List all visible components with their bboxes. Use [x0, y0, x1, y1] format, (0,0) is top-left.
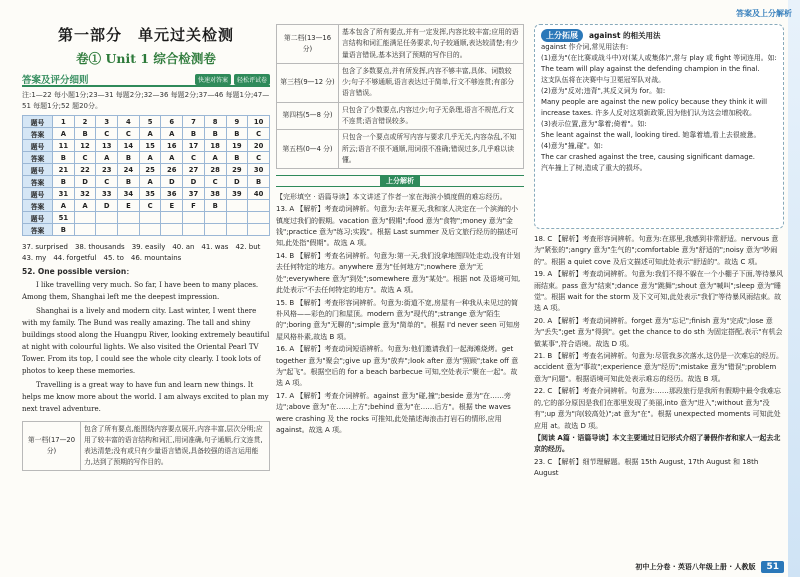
answer-grid-header: 答案: [23, 128, 53, 140]
answer-grid-cell: B: [53, 224, 75, 236]
answer-grid-header: 答案: [23, 176, 53, 188]
left-column: [22, 24, 270, 572]
answer-grid-cell: D: [183, 176, 205, 188]
extension-line: She leant against the wall, looking tired. 她靠着墙,看上去很疲惫。: [541, 131, 761, 139]
rubric-row: [277, 63, 524, 102]
extension-box: [534, 24, 784, 229]
chip-easy-grade: 轻松评试卷: [234, 74, 270, 85]
rubric-text: 包含了所有要点,能围绕内容要点展开,内容丰富,层次分明;应用了较丰富的语言结构和词汇,用词准确,句子通顺,行文连贯,表达清楚;没有或只有少量语言错误,具备较强的语言运用能力,达到了预期的写作目的。: [81, 422, 270, 471]
answer-item: 20. A 【解析】考查动词辨析。forget 意为"忘记";finish 意为"完成";lose 意为"丢失";get 意为"得到"。get the chance to do sth 为固定搭配,表示"有机会做某事",符合语境。故选 D 项。: [534, 316, 783, 348]
scoring-note: 注:1—22 每小题1分;23—31 每题2分;32—36 每题2分;37—46 每题1分;47—51 每题1分;52 题20分。: [22, 91, 270, 110]
answer-grid-cell: [161, 224, 183, 236]
reading-intro: 【阅读 A篇 · 语篇导读】本文主要通过日记形式介绍了暑假作者和家人一起去北京的经历。: [534, 433, 781, 454]
extension-line: The car crashed against the tree, causing significant damage.: [541, 153, 755, 161]
answer-grid-cell: F: [183, 200, 205, 212]
answer-grid-cell: [204, 224, 226, 236]
answer-section-header: [22, 73, 270, 87]
answer-grid-cell: [74, 212, 96, 224]
extension-line: (2)意为"反对;违背",其反义词为 for。如:: [541, 87, 666, 95]
answer-grid-cell: B: [74, 128, 96, 140]
answer-grid-header: 题号: [23, 188, 53, 200]
answer-grid-cell: 11: [53, 140, 75, 152]
answer-grid-cell: 4: [118, 116, 140, 128]
answer-grid-cell: 35: [139, 188, 161, 200]
rubric-row: [277, 102, 524, 130]
answer-grid-cell: A: [161, 152, 183, 164]
answer-grid-cell: [183, 224, 205, 236]
answer-grid-row: [23, 152, 270, 164]
answer-grid-header: 答案: [23, 224, 53, 236]
answer-item: 16. A 【解析】考查动词短语辨析。句意为:他们邀请我们一起海滩烧烤。get together 意为"聚会";give up 意为"放弃";look after 意为"照顾";take off 意为"起飞"。根据空后的 for a beach barbecue 可知,空处表示"聚在一起"。故选 A 项。: [276, 345, 519, 388]
answer-grid-cell: B: [226, 152, 248, 164]
answer-grid-row: [23, 176, 270, 188]
answer-grid-cell: 40: [248, 188, 270, 200]
answer-grid-cell: 20: [248, 140, 270, 152]
answer-item: 15. B 【解析】考查形容词辨析。句意为:街道不宽,房屋有一种我从未见过的简朴风格——彩色的门和屋顶。modern 意为"现代的";strange 意为"陌生的";boring 意为"无聊的";simple 意为"简单的"。根据 I'd never seen 可知房屋风格朴素,故选 B 项。: [276, 298, 520, 341]
answer-grid-cell: [96, 212, 118, 224]
answer-item: 22. C 【解析】考查介词辨析。句意为:……那段旅行是我所有假期中最令我难忘的,它的部分原因是我们在那里发现了美丽,into 意为"进入";without 意为"没有";up 意为"向(较高处)";at 意为"在"。根据 unexpected moments 可知此处应用 at。故选 D 项。: [534, 387, 781, 430]
answer-grid-cell: 22: [74, 164, 96, 176]
answer-grid-cell: 25: [139, 164, 161, 176]
answer-grid-cell: 7: [183, 116, 205, 128]
answer-grid-cell: 24: [118, 164, 140, 176]
answer-grid-cell: C: [183, 152, 205, 164]
rubric-text: 包含了多数要点,并有所发挥,内容不够丰富,具体、词数较少;句子不够通顺,语言表达过于简单,行文不够连贯;有部分语言错误。: [339, 63, 524, 102]
extension-badge: 上分拓展: [541, 29, 583, 42]
unit-title: 卷① Unit 1 综合检测卷: [76, 51, 216, 66]
answer-grid-cell: [183, 212, 205, 224]
answer-grid-cell: [96, 224, 118, 236]
right-column: [534, 24, 784, 572]
answer-grid-cell: 3: [96, 116, 118, 128]
answer-grid-cell: A: [139, 176, 161, 188]
answer-grid-cell: B: [118, 152, 140, 164]
answer-grid-cell: A: [204, 152, 226, 164]
rubric-row: [23, 422, 270, 471]
answer-grid-row: [23, 200, 270, 212]
rubric-table-first: [22, 421, 270, 471]
part-title: 第一部分 单元过关检测: [57, 26, 234, 44]
answer-grid-cell: C: [248, 152, 270, 164]
chip-quick-check: 快速对答案: [195, 74, 231, 85]
answer-grid-cell: 26: [161, 164, 183, 176]
answer-grid-header: 答案: [23, 152, 53, 164]
footer-info: 初中上分卷 · 英语八年级上册 · 人教版: [635, 563, 756, 571]
answer-grid-cell: C: [118, 128, 140, 140]
essay-paragraph: Shanghai is a lively and modern city. Last winter, I went there with my family. The Bund was really amazing. The tall and shiny buildings stood along the Huangpu River, looking extremely beautiful at night with colourful lights. We also visited the Oriental Pearl TV Tower. From its top, I could see the whole city clearly. I took lots of photos to keep these memories.: [22, 307, 270, 375]
answer-grid-cell: [248, 212, 270, 224]
rubric-row: [277, 25, 524, 64]
answer-grid-cell: B: [204, 128, 226, 140]
answer-grid-cell: 31: [53, 188, 75, 200]
answer-grid-cell: [139, 212, 161, 224]
answer-grid-row: [23, 224, 270, 236]
answer-grid-cell: 6: [161, 116, 183, 128]
cloze-intro: 【完形填空 · 语篇导读】本文讲述了作者一家在海滨小镇度假的难忘经历。: [276, 193, 507, 202]
essay-title: 52. One possible version：: [22, 267, 134, 276]
answer-grid-header: 答案: [23, 200, 53, 212]
answer-grid-cell: 37: [183, 188, 205, 200]
rubric-level: 第四档(5—8 分): [277, 102, 339, 130]
answer-grid-cell: 51: [53, 212, 75, 224]
rubric-text: 基本包含了所有要点,并有一定发挥,内容比较丰富;应用的语言结构和词汇能满足任务要求,句子较通顺,表达较清楚;有少量语言错误,基本达到了预期的写作目的。: [339, 25, 524, 64]
answer-grid-cell: 8: [204, 116, 226, 128]
rubric-level: 第五档(0—4 分): [277, 130, 339, 169]
answer-grid-cell: C: [248, 128, 270, 140]
answer-item: 23. C 【解析】细节理解题。根据 15th August, 17th August 和 18th August: [534, 457, 759, 478]
extension-line: 这支队伍将在决赛中与卫冕冠军队对战。: [541, 76, 666, 84]
answer-grid-cell: B: [53, 176, 75, 188]
answer-grid-cell: 9: [226, 116, 248, 128]
answer-grid-cell: 12: [74, 140, 96, 152]
page-number: 51: [761, 561, 784, 573]
answer-grid-cell: 17: [183, 140, 205, 152]
vocab-line: 43. my 44. forgetful 45. to 46. mountains: [22, 254, 182, 262]
answer-grid-cell: E: [161, 200, 183, 212]
extension-title: [541, 29, 777, 42]
answer-grid-cell: C: [204, 176, 226, 188]
answer-grid-cell: B: [204, 200, 226, 212]
answer-grid-cell: 15: [139, 140, 161, 152]
answer-grid-cell: [226, 212, 248, 224]
answer-grid-cell: 23: [96, 164, 118, 176]
extension-line: Many people are against the new policy because they think it will increase taxes. 许多人反对这项新政策,因为他们认为这会增加税收。: [541, 98, 767, 117]
answer-grid-cell: A: [96, 152, 118, 164]
answer-grid-cell: [161, 212, 183, 224]
answer-grid-cell: B: [53, 152, 75, 164]
answer-grid-cell: A: [139, 128, 161, 140]
answer-grid-cell: A: [74, 200, 96, 212]
vocab-answers: [22, 242, 270, 264]
answer-grid-cell: 5: [139, 116, 161, 128]
answer-grid-header: 题号: [23, 116, 53, 128]
answer-grid-cell: C: [96, 128, 118, 140]
answer-grid-cell: B: [248, 176, 270, 188]
answer-grid-cell: 39: [226, 188, 248, 200]
answer-item: 17. A 【解析】考查介词辨析。against 意为"碰,撞";beside 意为"在……旁边";above 意为"在……上方";behind 意为"在……后方"。根据 the waves were crashing 及 the rocks 可推知,此处描述海浪击打岩石的情形,应用 against。故选 A 项。: [276, 391, 511, 434]
answer-grid-cell: 21: [53, 164, 75, 176]
rubric-level: 第三档(9—12 分): [277, 63, 339, 102]
answer-grid-cell: 13: [96, 140, 118, 152]
extension-line: The team will play against the defending champion in the final.: [541, 65, 760, 73]
corner-tag: 答案及上分解析: [736, 9, 792, 18]
answer-grid-cell: [74, 224, 96, 236]
answer-grid-cell: A: [53, 200, 75, 212]
side-bar: [788, 0, 800, 577]
answer-grid-cell: 10: [248, 116, 270, 128]
answer-grid-cell: C: [96, 176, 118, 188]
answer-grid-row: [23, 128, 270, 140]
analysis-band-label: 上分解析: [380, 175, 420, 187]
extension-subtitle: against 的相关用法: [589, 31, 661, 40]
answer-grid-cell: 27: [183, 164, 205, 176]
answer-grid-cell: C: [139, 200, 161, 212]
answer-section-label: 答案及评分细则: [22, 75, 89, 86]
answer-grid-cell: D: [161, 176, 183, 188]
answer-grid-cell: [118, 212, 140, 224]
answer-grid-cell: 34: [118, 188, 140, 200]
answer-grid-cell: 1: [53, 116, 75, 128]
rubric-row: [277, 130, 524, 169]
answer-grid-row: [23, 212, 270, 224]
answer-grid-cell: A: [53, 128, 75, 140]
answer-grid-cell: B: [226, 128, 248, 140]
answer-grid-cell: 18: [204, 140, 226, 152]
rubric-level: 第二档(13—16 分): [277, 25, 339, 64]
answer-grid-cell: [118, 224, 140, 236]
answer-item: 13. A 【解析】考查动词辨析。句意为:去年夏天,我和家人决定在一个滨海的小镇度过我们的假期。vacation 意为"假期";food 意为"食物";money 意为"金钱";practice 意为"练习;实践"。根据 Last summer 及后文旅行经历的描述可知,此处指"假期"。故选 A 项。: [276, 205, 519, 248]
answer-grid-cell: [204, 212, 226, 224]
extension-line: (4)意为"撞,碰"。如:: [541, 142, 603, 150]
answer-grid-cell: 36: [161, 188, 183, 200]
extension-line: (1)意为"(在比赛或战斗中)对(某人或集体)",常与 play 或 fight 等词连用。如:: [541, 54, 777, 62]
essay-body: [22, 279, 270, 415]
answer-grid-header: 题号: [23, 164, 53, 176]
answer-grid-cell: 30: [248, 164, 270, 176]
answer-grid-cell: D: [96, 200, 118, 212]
answer-chips: [195, 74, 270, 85]
rubric-level: 第一档(17—20 分): [23, 422, 81, 471]
answer-grid-cell: 38: [204, 188, 226, 200]
answer-grid-cell: 29: [226, 164, 248, 176]
answer-grid-cell: 32: [74, 188, 96, 200]
answer-grid-row: [23, 164, 270, 176]
answer-grid-cell: D: [226, 176, 248, 188]
answer-item: 19. A 【解析】考查动词辨析。句意为:我们不得不躲在一个小棚子下面,等待暴风雨结束。pass 意为"结束";dance 意为"跳舞";shout 意为"喊叫";sleep 意为"睡觉"。根据 wait for the storm 及下文可知,此处表示"我们"等待暴风雨结束。故选 A 项。: [534, 270, 783, 313]
rubric-table: [276, 24, 524, 169]
middle-column: [276, 24, 524, 572]
answer-grid-cell: B: [183, 128, 205, 140]
answer-grid-cell: B: [118, 176, 140, 188]
answer-grid-cell: 19: [226, 140, 248, 152]
answer-grid-cell: A: [161, 128, 183, 140]
answer-grid-cell: [139, 224, 161, 236]
answer-grid-cell: A: [139, 152, 161, 164]
vocab-line: 37. surprised 38. thousands 39. easily 40. an 41. was 42. but: [22, 243, 261, 251]
answer-grid-cell: [226, 224, 248, 236]
answer-grid-cell: 28: [204, 164, 226, 176]
answer-grid: [22, 115, 270, 236]
answer-grid-row: [23, 116, 270, 128]
answer-grid-cell: 33: [96, 188, 118, 200]
essay-paragraph: I like travelling very much. So far, I have been to many places. Among them, Shanghai left me the deepest impression.: [22, 281, 259, 301]
extension-line: against 作介词,常见用法有:: [541, 43, 629, 51]
answer-grid-cell: [248, 200, 270, 212]
essay-paragraph: Travelling is a great way to have fun and learn new things. It helps me know more about the world. I am always excited to plan my next travel adventure.: [22, 381, 269, 413]
answer-grid-cell: 2: [74, 116, 96, 128]
answer-grid-header: 题号: [23, 212, 53, 224]
extension-line: 汽车撞上了树,造成了重大的损坏。: [541, 164, 647, 172]
analysis-band: [276, 175, 524, 187]
answer-grid-cell: D: [74, 176, 96, 188]
answer-item: 21. B 【解析】考查名词辨析。句意为:尽管我多次落水,这仍是一次难忘的经历。accident 意为"事故";experience 意为"经历";mistake 意为"错误";problem 意为"问题"。根据语境可知此处表示难忘的经历。故选 B 项。: [534, 352, 783, 383]
answer-grid-header: 题号: [23, 140, 53, 152]
rubric-text: 只包含了少数要点,内容过少;句子无条理,语言不规范,行文不连贯;语言错误较多。: [339, 102, 524, 130]
answer-item: 18. C 【解析】考查形容词辨析。句意为:在那里,我感到非常舒适。nervous 意为"紧张的";angry 意为"生气的";comfortable 意为"舒适的";noisy 意为"吵闹的"。根据 a quiet cove 及后文描述可知此处表示"舒适的"。故选 C 项。: [534, 235, 779, 266]
answer-grid-row: [23, 140, 270, 152]
answer-grid-cell: [226, 200, 248, 212]
rubric-text: 只包含一个要点或所写内容与要求几乎无关,内容杂乱,不知所云;语言不很不通顺,用词很不准确;错误过多,几乎难以读懂。: [339, 130, 524, 169]
page-footer: [534, 561, 784, 573]
answer-grid-cell: C: [74, 152, 96, 164]
answer-grid-cell: E: [118, 200, 140, 212]
answer-grid-cell: 14: [118, 140, 140, 152]
answer-item: 14. B 【解析】考查名词辨析。句意为:第一天,我们没拿地图四处走动,没有计划去任何特定的地方。anywhere 意为"任何地方";nowhere 意为"无处";everywhere 意为"到处";somewhere 意为"某处"。根据 not 及语境可知,此处表示"不去任何特定的地方"。故选 A 项。: [276, 251, 521, 295]
answer-grid-cell: [248, 224, 270, 236]
extension-line: (3)表示位置,意为"靠着;倚着"。如:: [541, 120, 647, 128]
answer-grid-cell: 16: [161, 140, 183, 152]
answer-grid-row: [23, 188, 270, 200]
